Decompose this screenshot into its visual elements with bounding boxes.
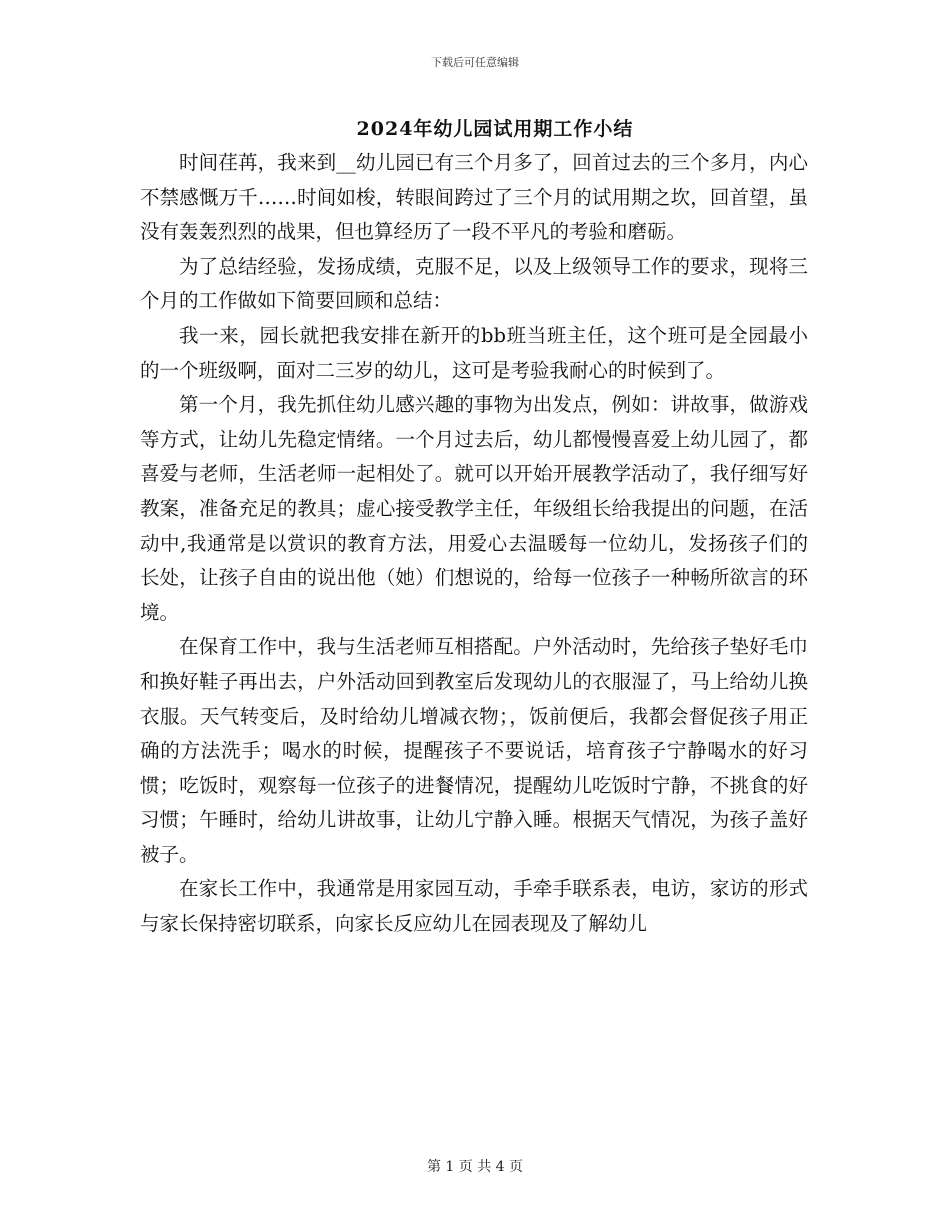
document-body [140,146,808,942]
paragraph: 时间荏苒，我来到__幼儿园已有三个月多了，回首过去的三个多月，内心不禁感慨万千……时间如梭，转眼间跨过了三个月的试用期之坎，回首望，虽没有轰轰烈烈的战果，但也算经历了一段不平凡的考验和磨砺。 [140,151,808,244]
document-title: 2024年幼儿园试用期工作小结 [356,118,634,140]
paragraph: 为了总结经验，发扬成绩，克服不足，以及上级领导工作的要求，现将三个月的工作做如下简要回顾和总结： [140,254,808,313]
header-note: 下载后可任意编辑 [431,56,519,69]
paragraph: 在保育工作中，我与生活老师互相搭配。户外活动时，先给孩子垫好毛巾和换好鞋子再出去，户外活动回到教室后发现幼儿的衣服湿了，马上给幼儿换衣服。天气转变后，及时给幼儿增减衣物；，饭前便后，我都会督促孩子用正确的方法洗手；喝水的时候，提醒孩子不要说话，培育孩子宁静喝水的好习惯；吃饭时，观察每一位孩子的进餐情况，提醒幼儿吃饭时宁静，不挑食的好习惯；午睡时，给幼儿讲故事，让幼儿宁静入睡。根据天气情况，为孩子盖好被子。 [140,635,808,866]
page-number: 第 1 页 共 4 页 [426,1159,524,1175]
paragraph: 我一来，园长就把我安排在新开的bb班当班主任，这个班可是全园最小的一个班级啊，面对二三岁的幼儿，这可是考验我耐心的时候到了。 [140,323,808,382]
paragraph: 第一个月，我先抓住幼儿感兴趣的事物为出发点，例如：讲故事，做游戏等方式，让幼儿先稳定情绪。一个月过去后，幼儿都慢慢喜爱上幼儿园了，都喜爱与老师，生活老师一起相处了。就可以开始开展教学活动了，我仔细写好教案，准备充足的教具；虚心接受教学主任，年级组长给我提出的问题，在活动中,我通常是以赏识的教育方法，用爱心去温暖每一位幼儿，发扬孩子们的长处，让孩子自由的说出他（她）们想说的，给每一位孩子一种畅所欲言的环境。 [140,393,808,624]
paragraph: 在家长工作中，我通常是用家园互动，手牵手联系表，电访，家访的形式与家长保持密切联系，向家长反应幼儿在园表现及了解幼儿 [140,877,808,936]
